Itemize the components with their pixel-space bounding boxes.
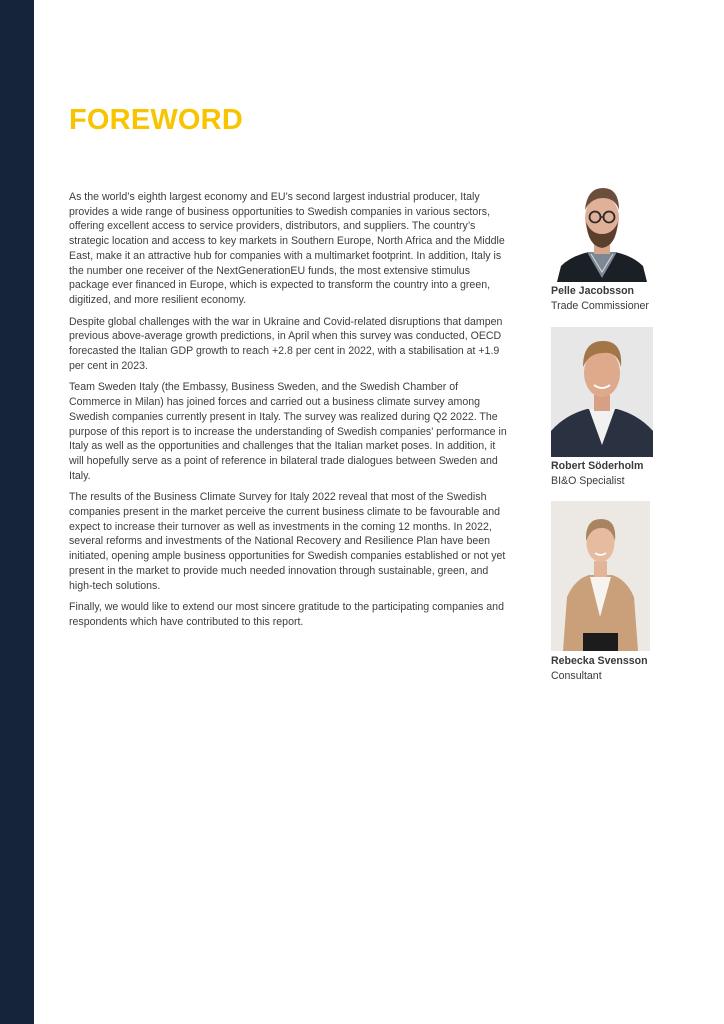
page-title: FOREWORD [69,104,243,136]
paragraph-4: The results of the Business Climate Survey for Italy 2022 reveal that most of the Swedish companies present in the market perceive the current business climate to be favourable and expect to increase their turnover as well as investments in the coming 12 months. In 2022, several reforms and investments of the National Recovery and Resilience Plan have been initiated, opening ample business opportunities for Swedish companies established or not yet present in the market to provide much needed innovation through sustainable, green, and high-tech solutions. [69,491,506,592]
paragraph-2: Despite global challenges with the war in Ukraine and Covid-related disruptions that dampen previous above-average growth predictions, in April when this survey was conducted, OECD forecasted the Italian GDP growth to reach +2.8 per cent in 2022, with a stabilisation at +1.9 per cent in 2023. [69,315,503,372]
person-card-robert [551,327,661,487]
portrait-photo-robert [551,327,653,457]
person-name: Pelle Jacobsson [551,285,635,297]
person-role: Trade Commissioner [551,300,649,312]
paragraph-5: Finally, we would like to extend our most sincere gratitude to the participating companies and respondents which have contributed to this report. [69,601,504,628]
foreword-body [69,190,509,637]
person-card-rebecka [551,501,661,686]
paragraph-1: As the world’s eighth largest economy and EU’s second largest industrial producer, Italy provides a wide range of business opportunities to Swedish companies in various sectors, offering excellent access to service providers, distributors, and suppliers. The country’s strategic location and access to key markets in Southern Europe, North Africa and the Middle East, make it an attractive hub for companies with a multimarket footprint. In addition, Italy is the number one receiver of the NextGenerationEU funds, the most extensive stimulus package ever financed in Europe, which is expected to transform the country into a green, digitized, and more resilient economy. [69,191,505,306]
person-card-pelle [551,182,661,312]
person-name: Rebecka Svensson [551,655,648,667]
person-role: Consultant [551,670,602,682]
person-name: Robert Söderholm [551,460,644,472]
side-accent-bar [0,0,34,1024]
portrait-photo-rebecka [551,501,650,651]
paragraph-3: Team Sweden Italy (the Embassy, Business Sweden, and the Swedish Chamber of Commerce in Milan) has joined forces and carried out a business climate survey among Swedish companies currently present in Italy. The survey was realized during Q2 2022. The purpose of this report is to increase the understanding of Swedish companies’ performance in Italy as well as the opportunities and challenges that the Italian market poses. In addition, it will hopefully serve as a point of reference in bilateral trade dialogues between Sweden and Italy. [69,381,507,482]
person-role: BI&O Specialist [551,475,625,487]
portrait-photo-pelle [551,182,653,282]
